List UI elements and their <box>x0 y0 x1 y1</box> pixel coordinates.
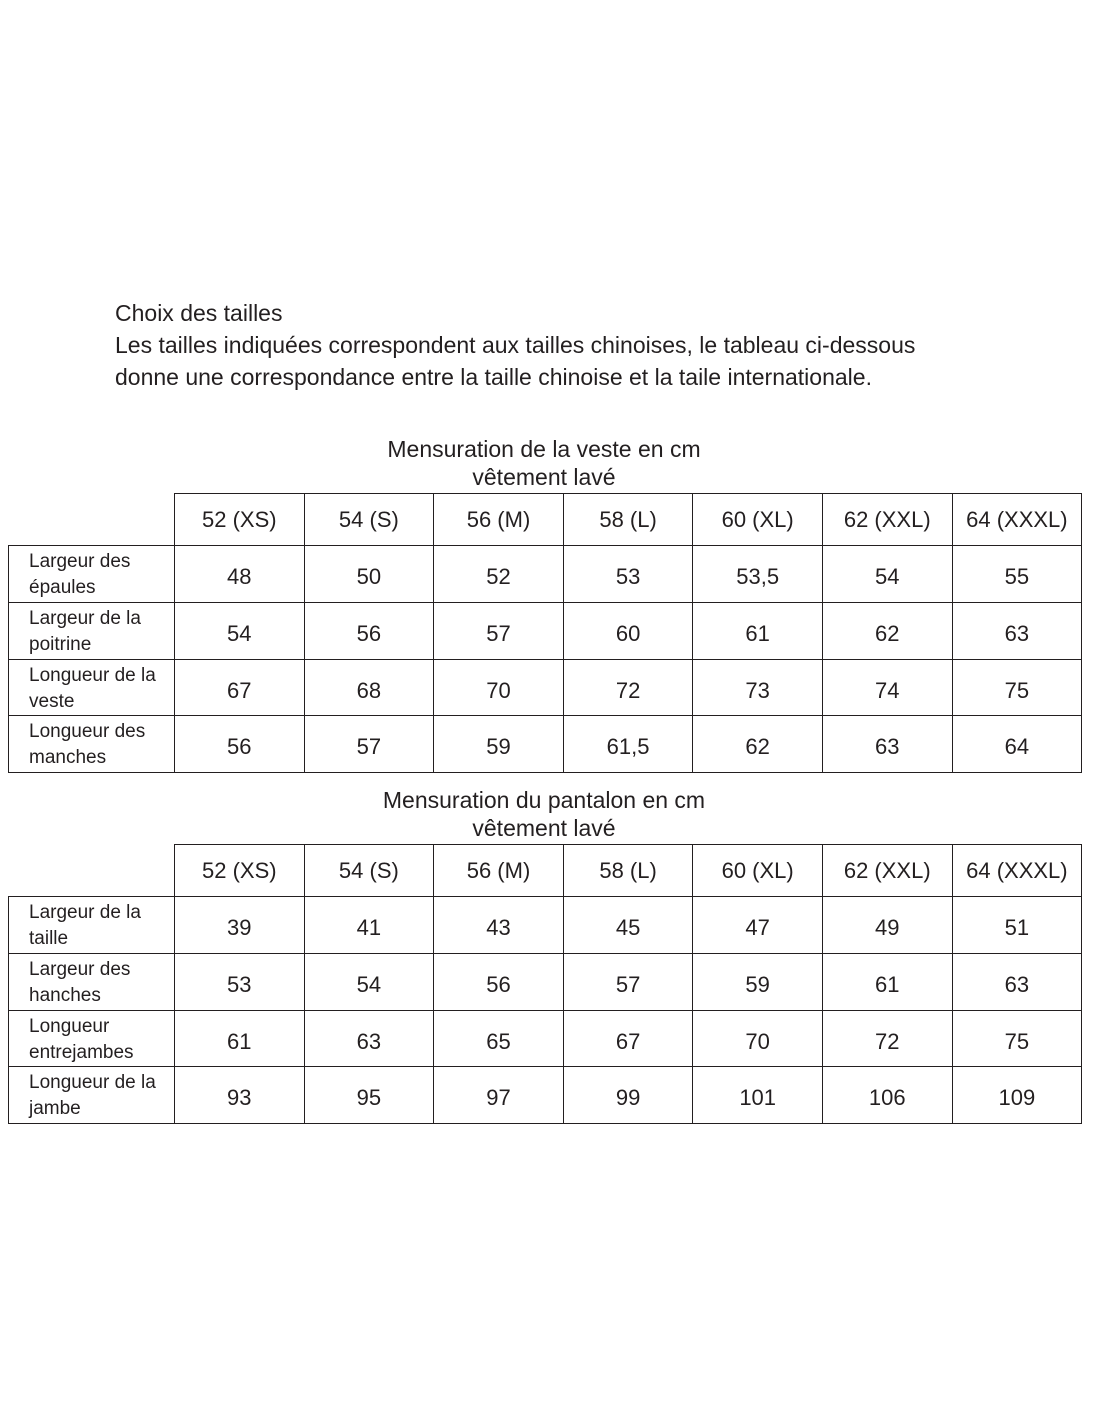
table-cell: 63 <box>952 954 1082 1011</box>
table-cell: 72 <box>822 1011 952 1067</box>
table-header-row <box>9 494 1082 546</box>
table-cell: 57 <box>563 954 693 1011</box>
table-cell: 61 <box>822 954 952 1011</box>
intro-line-2: donne une correspondance entre la taille chinoise et la taile internationale. <box>115 364 872 390</box>
jacket-table-title: Mensuration de la veste en cm <box>387 436 701 462</box>
size-header: 58 (L) <box>563 494 693 546</box>
row-label: Longueur des manches <box>9 716 175 773</box>
jacket-table-caption <box>0 435 1088 491</box>
size-header: 62 (XXL) <box>822 845 952 897</box>
table-cell: 99 <box>563 1067 693 1124</box>
table-cell: 56 <box>175 716 305 773</box>
table-corner <box>9 494 175 546</box>
table-cell: 59 <box>434 716 564 773</box>
row-label: Longueur entrejambes <box>9 1011 175 1067</box>
table-cell: 75 <box>952 660 1082 716</box>
table-cell: 53,5 <box>693 546 823 603</box>
table-row <box>9 660 1082 716</box>
table-cell: 62 <box>693 716 823 773</box>
table-cell: 53 <box>175 954 305 1011</box>
table-cell: 106 <box>822 1067 952 1124</box>
table-cell: 55 <box>952 546 1082 603</box>
row-label: Largeur de la poitrine <box>9 603 175 660</box>
table-cell: 93 <box>175 1067 305 1124</box>
table-cell: 39 <box>175 897 305 954</box>
table-cell: 56 <box>304 603 434 660</box>
table-cell: 67 <box>563 1011 693 1067</box>
table-cell: 41 <box>304 897 434 954</box>
size-header: 52 (XS) <box>175 494 305 546</box>
table-cell: 59 <box>693 954 823 1011</box>
table-row <box>9 603 1082 660</box>
trousers-table-title: Mensuration du pantalon en cm <box>382 787 706 813</box>
trousers-size-table <box>8 844 1082 1124</box>
table-cell: 47 <box>693 897 823 954</box>
jacket-table-subtitle: vêtement lavé <box>472 464 616 490</box>
table-cell: 62 <box>822 603 952 660</box>
table-cell: 61 <box>693 603 823 660</box>
table-cell: 64 <box>952 716 1082 773</box>
table-cell: 67 <box>175 660 305 716</box>
table-cell: 49 <box>822 897 952 954</box>
table-row <box>9 954 1082 1011</box>
table-cell: 52 <box>434 546 564 603</box>
size-header: 62 (XXL) <box>822 494 952 546</box>
table-cell: 70 <box>693 1011 823 1067</box>
trousers-table-subtitle: vêtement lavé <box>472 815 616 841</box>
table-cell: 57 <box>304 716 434 773</box>
table-cell: 54 <box>822 546 952 603</box>
table-cell: 101 <box>693 1067 823 1124</box>
size-header: 64 (XXXL) <box>952 494 1082 546</box>
table-cell: 57 <box>434 603 564 660</box>
table-cell: 54 <box>175 603 305 660</box>
table-cell: 95 <box>304 1067 434 1124</box>
table-cell: 63 <box>822 716 952 773</box>
table-cell: 61 <box>175 1011 305 1067</box>
table-header-row <box>9 845 1082 897</box>
size-header: 60 (XL) <box>693 845 823 897</box>
table-cell: 97 <box>434 1067 564 1124</box>
table-cell: 75 <box>952 1011 1082 1067</box>
table-cell: 65 <box>434 1011 564 1067</box>
table-cell: 70 <box>434 660 564 716</box>
row-label: Longueur de la jambe <box>9 1067 175 1124</box>
table-row <box>9 1011 1082 1067</box>
table-cell: 72 <box>563 660 693 716</box>
size-header: 60 (XL) <box>693 494 823 546</box>
table-cell: 48 <box>175 546 305 603</box>
table-cell: 43 <box>434 897 564 954</box>
table-cell: 53 <box>563 546 693 603</box>
table-cell: 73 <box>693 660 823 716</box>
table-cell: 61,5 <box>563 716 693 773</box>
row-label: Longueur de la veste <box>9 660 175 716</box>
size-header: 54 (S) <box>304 845 434 897</box>
intro-text <box>115 297 915 393</box>
row-label: Largeur des épaules <box>9 546 175 603</box>
table-cell: 45 <box>563 897 693 954</box>
table-row <box>9 897 1082 954</box>
size-header: 52 (XS) <box>175 845 305 897</box>
row-label: Largeur des hanches <box>9 954 175 1011</box>
size-header: 56 (M) <box>434 494 564 546</box>
size-header: 58 (L) <box>563 845 693 897</box>
size-header: 64 (XXXL) <box>952 845 1082 897</box>
intro-heading: Choix des tailles <box>115 300 283 326</box>
size-header: 54 (S) <box>304 494 434 546</box>
trousers-table-caption <box>0 786 1088 842</box>
jacket-size-table <box>8 493 1082 773</box>
row-label: Largeur de la taille <box>9 897 175 954</box>
table-row <box>9 716 1082 773</box>
table-cell: 63 <box>304 1011 434 1067</box>
table-cell: 56 <box>434 954 564 1011</box>
table-cell: 74 <box>822 660 952 716</box>
size-header: 56 (M) <box>434 845 564 897</box>
table-cell: 54 <box>304 954 434 1011</box>
intro-line-1: Les tailles indiquées correspondent aux tailles chinoises, le tableau ci-dessous <box>115 332 916 358</box>
table-cell: 109 <box>952 1067 1082 1124</box>
table-corner <box>9 845 175 897</box>
table-cell: 68 <box>304 660 434 716</box>
table-row <box>9 546 1082 603</box>
table-cell: 63 <box>952 603 1082 660</box>
table-cell: 51 <box>952 897 1082 954</box>
table-cell: 50 <box>304 546 434 603</box>
table-row <box>9 1067 1082 1124</box>
table-cell: 60 <box>563 603 693 660</box>
